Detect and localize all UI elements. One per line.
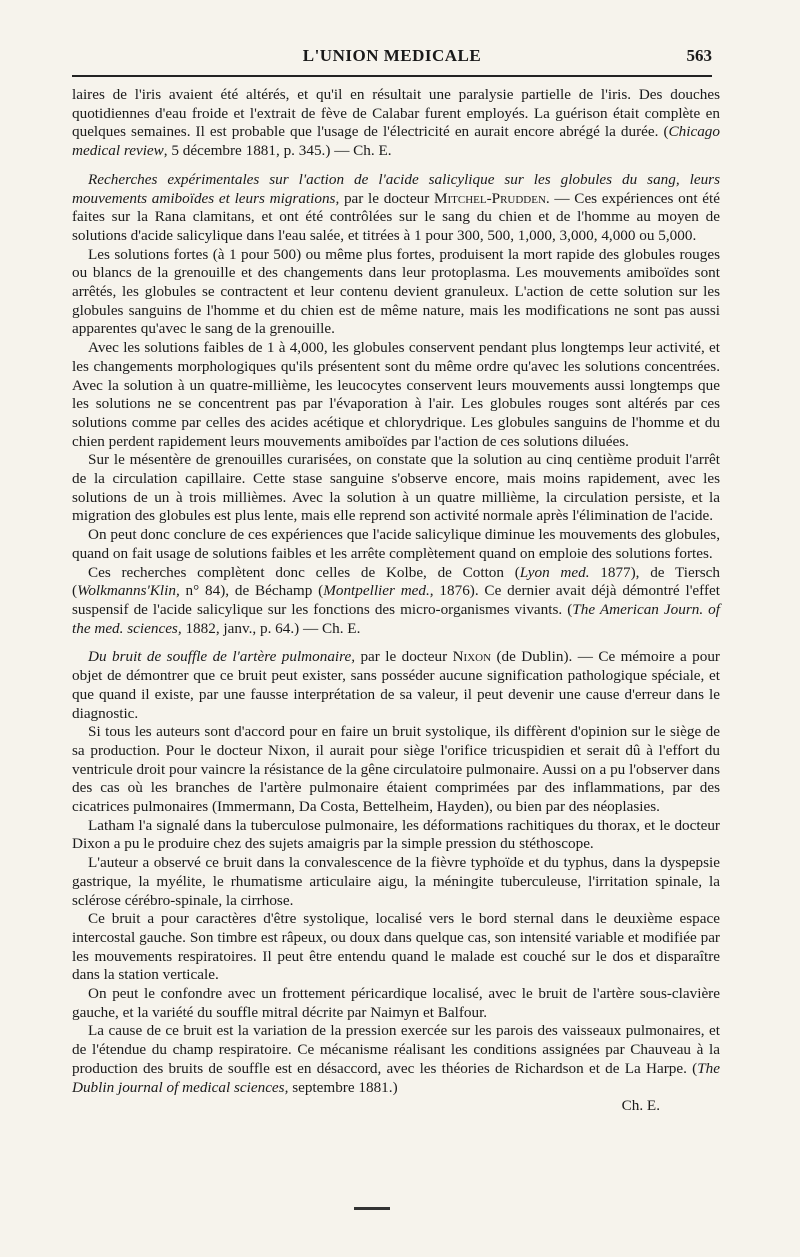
paragraph: Ces recherches complètent donc celles de Kolbe, de Cotton (Lyon med. 1877), de Tiersch (Wolkmanns'Klin, n° 84), de Béchamp (Montpellier med., 1876). Ce dernier avait déjà démontré l'effet suspensif de l'acide salicylique sur les fonctions des micro-organismes vivants. (The American Journ. of the med. sciences, 1882, janv., p. 64.) — Ch. E. (72, 563, 720, 637)
footer-ornament (354, 1207, 390, 1210)
signature: Ch. E. (621, 1097, 660, 1115)
page-header (72, 42, 712, 72)
paragraph: On peut donc conclure de ces expériences que l'acide salicylique diminue les mouvements des globules, quand on fait usage de solutions faibles et les arrête complètement quand on emploie des solutions fortes. (72, 526, 720, 562)
paragraph: Ce bruit a pour caractères d'être systolique, localisé vers le bord sternal dans le deuxième espace intercostal gauche. Son timbre est râpeux, ou doux dans quelque cas, son intensité variable et modifiée par les mouvements respiratoires. Il peut être entendu quand le malade est couché sur le dos et disparaître dans la station verticale. (72, 910, 720, 984)
header-rule (72, 75, 712, 77)
paragraph: laires de l'iris avaient été altérés, et qu'il en résultait une paralysie partielle de l'iris. Des douches quotidiennes d'eau froide et l'extrait de fève de Calabar furent employés. La guérison était complète en quelques semaines. Il est probable que l'usage de l'électricité en aurait encore abrégé la durée. (Chicago medical review, 5 décembre 1881, p. 345.) — Ch. E. (72, 86, 720, 160)
article-body (72, 86, 720, 1116)
section-title: Recherches expérimentales sur l'action de l'acide salicylique sur les globules du sang, leurs mouvements amiboïdes et leurs migrations, (72, 170, 720, 207)
paragraph: Latham l'a signalé dans la tuberculose pulmonaire, les déformations rachitiques du thorax, et le docteur Dixon a pu le produire chez des sujets amaigris par la simple pression du stéthoscope. (72, 816, 720, 853)
author-name: Mitchel-Prudden (433, 189, 546, 207)
paragraph: L'auteur a observé ce bruit dans la convalescence de la fièvre typhoïde et du typhus, dans la dyspepsie gastrique, la myélite, le rhumatisme articulaire aigu, la méningite tuberculeuse, l'irritation spinale, la sclérose cérébro-spinale, la cirrhose. (72, 854, 720, 909)
paragraph: Sur le mésentère de grenouilles curarisées, on constate que la solution au cinq centième produit l'arrêt de la circulation capillaire. Cette stase sanguine s'observe encore, mais moins rapidement, avec les solutions de un à trois millièmes. Avec la solution à un quatre millième, la circulation persiste, et la migration des globules est plus lente, mais elle reprend son activité normale après l'élimination de l'acide. (72, 451, 720, 525)
paragraph-section-title: Recherches expérimentales sur l'action de l'acide salicylique sur les globules du sang, leurs mouvements amiboïdes et leurs migrations, par le docteur Mitchel-Prudden. — Ces expériences ont été faites sur la Rana clamitans, et ont été contrôlées sur le sang du chien et de l'homme au moyen de solutions d'acide salicylique dans l'eau salée, et titrées à 1 pour 300, 500, 1,000, 3,000, 4,000 ou 5,000. (72, 170, 720, 244)
paragraph: On peut le confondre avec un frottement péricardique localisé, avec le bruit de l'artère sous-clavière gauche, et la variété du souffle mitral décrite par Naimyn et Balfour. (72, 985, 720, 1021)
paragraph-section-title: Du bruit de souffle de l'artère pulmonaire, par le docteur Nixon (de Dublin). — Ce mémoire a pour objet de démontrer que ce bruit peut exister, sans posséder aucune signification pathologique spéciale, et que quand il existe, par une fausse interprétation de sa valeur, il peut devenir une cause d'erreur dans le diagnostic. (72, 648, 720, 722)
paragraph: Les solutions fortes (à 1 pour 500) ou même plus fortes, produisent la mort rapide des globules rouges ou blancs de la grenouille et des changements dans leur protoplasma. Les mouvements amiboïdes sont arrêtés, les globules se contractent et leur contenu devient granuleux. L'action de cette solution sur les globules sanguins de l'homme et du chien est de même nature, mais les modifications ne sont pas aussi apparentes qu'avec le sang de la grenouille. (72, 245, 720, 338)
paragraph: La cause de ce bruit est la variation de la pression exercée sur les parois des vaisseaux pulmonaires, et de l'étendue du champ respiratoire. Ce mécanisme réalisant les conditions assignées par Chauveau à la production des bruits de souffle est en désaccord, avec les théories de Richardson et de La Harpe. (The Dublin journal of medical sciences, septembre 1881.) (72, 1022, 720, 1096)
paragraph: Avec les solutions faibles de 1 à 4,000, les globules conservent pendant plus longtemps leur activité, et les changements morphologiques qu'ils présentent sont du même ordre qu'avec les solutions concentrées. Avec la solution à un quatre-millième, les leucocytes conservent leurs mouvements aussi longtemps que les solutions ne se concentrent pas par l'évaporation à l'air. Les globules rouges sont altérés par ces solutions comme par celles des acides acétique et chlorydrique. Les globules sanguins de l'homme et du chien perdent rapidement leurs mouvements amiboïdes par l'action de ces solutions diluées. (72, 339, 720, 450)
section-title: Du bruit de souffle de l'artère pulmonaire, (88, 648, 356, 666)
author-name: Nixon (452, 648, 492, 666)
running-head: L'UNION MEDICALE (302, 46, 482, 65)
page-number: 563 (686, 46, 712, 65)
paragraph: Si tous les auteurs sont d'accord pour en faire un bruit systolique, ils diffèrent d'opinion sur le siège de sa production. Pour le docteur Nixon, il aurait pour siège l'orifice tricuspidien et serait dû à l'effort du ventricule droit pour vaincre la résistance de la gêne circulatoire pulmonaire. Aussi on a pu l'observer dans des cas où les branches de l'artère pulmonaire étaient comprimées par des inflammations, par des cicatrices pulmonaires (Immermann, Da Costa, Bettelheim, Hayden), ou bien par des néoplasies. (72, 723, 720, 816)
